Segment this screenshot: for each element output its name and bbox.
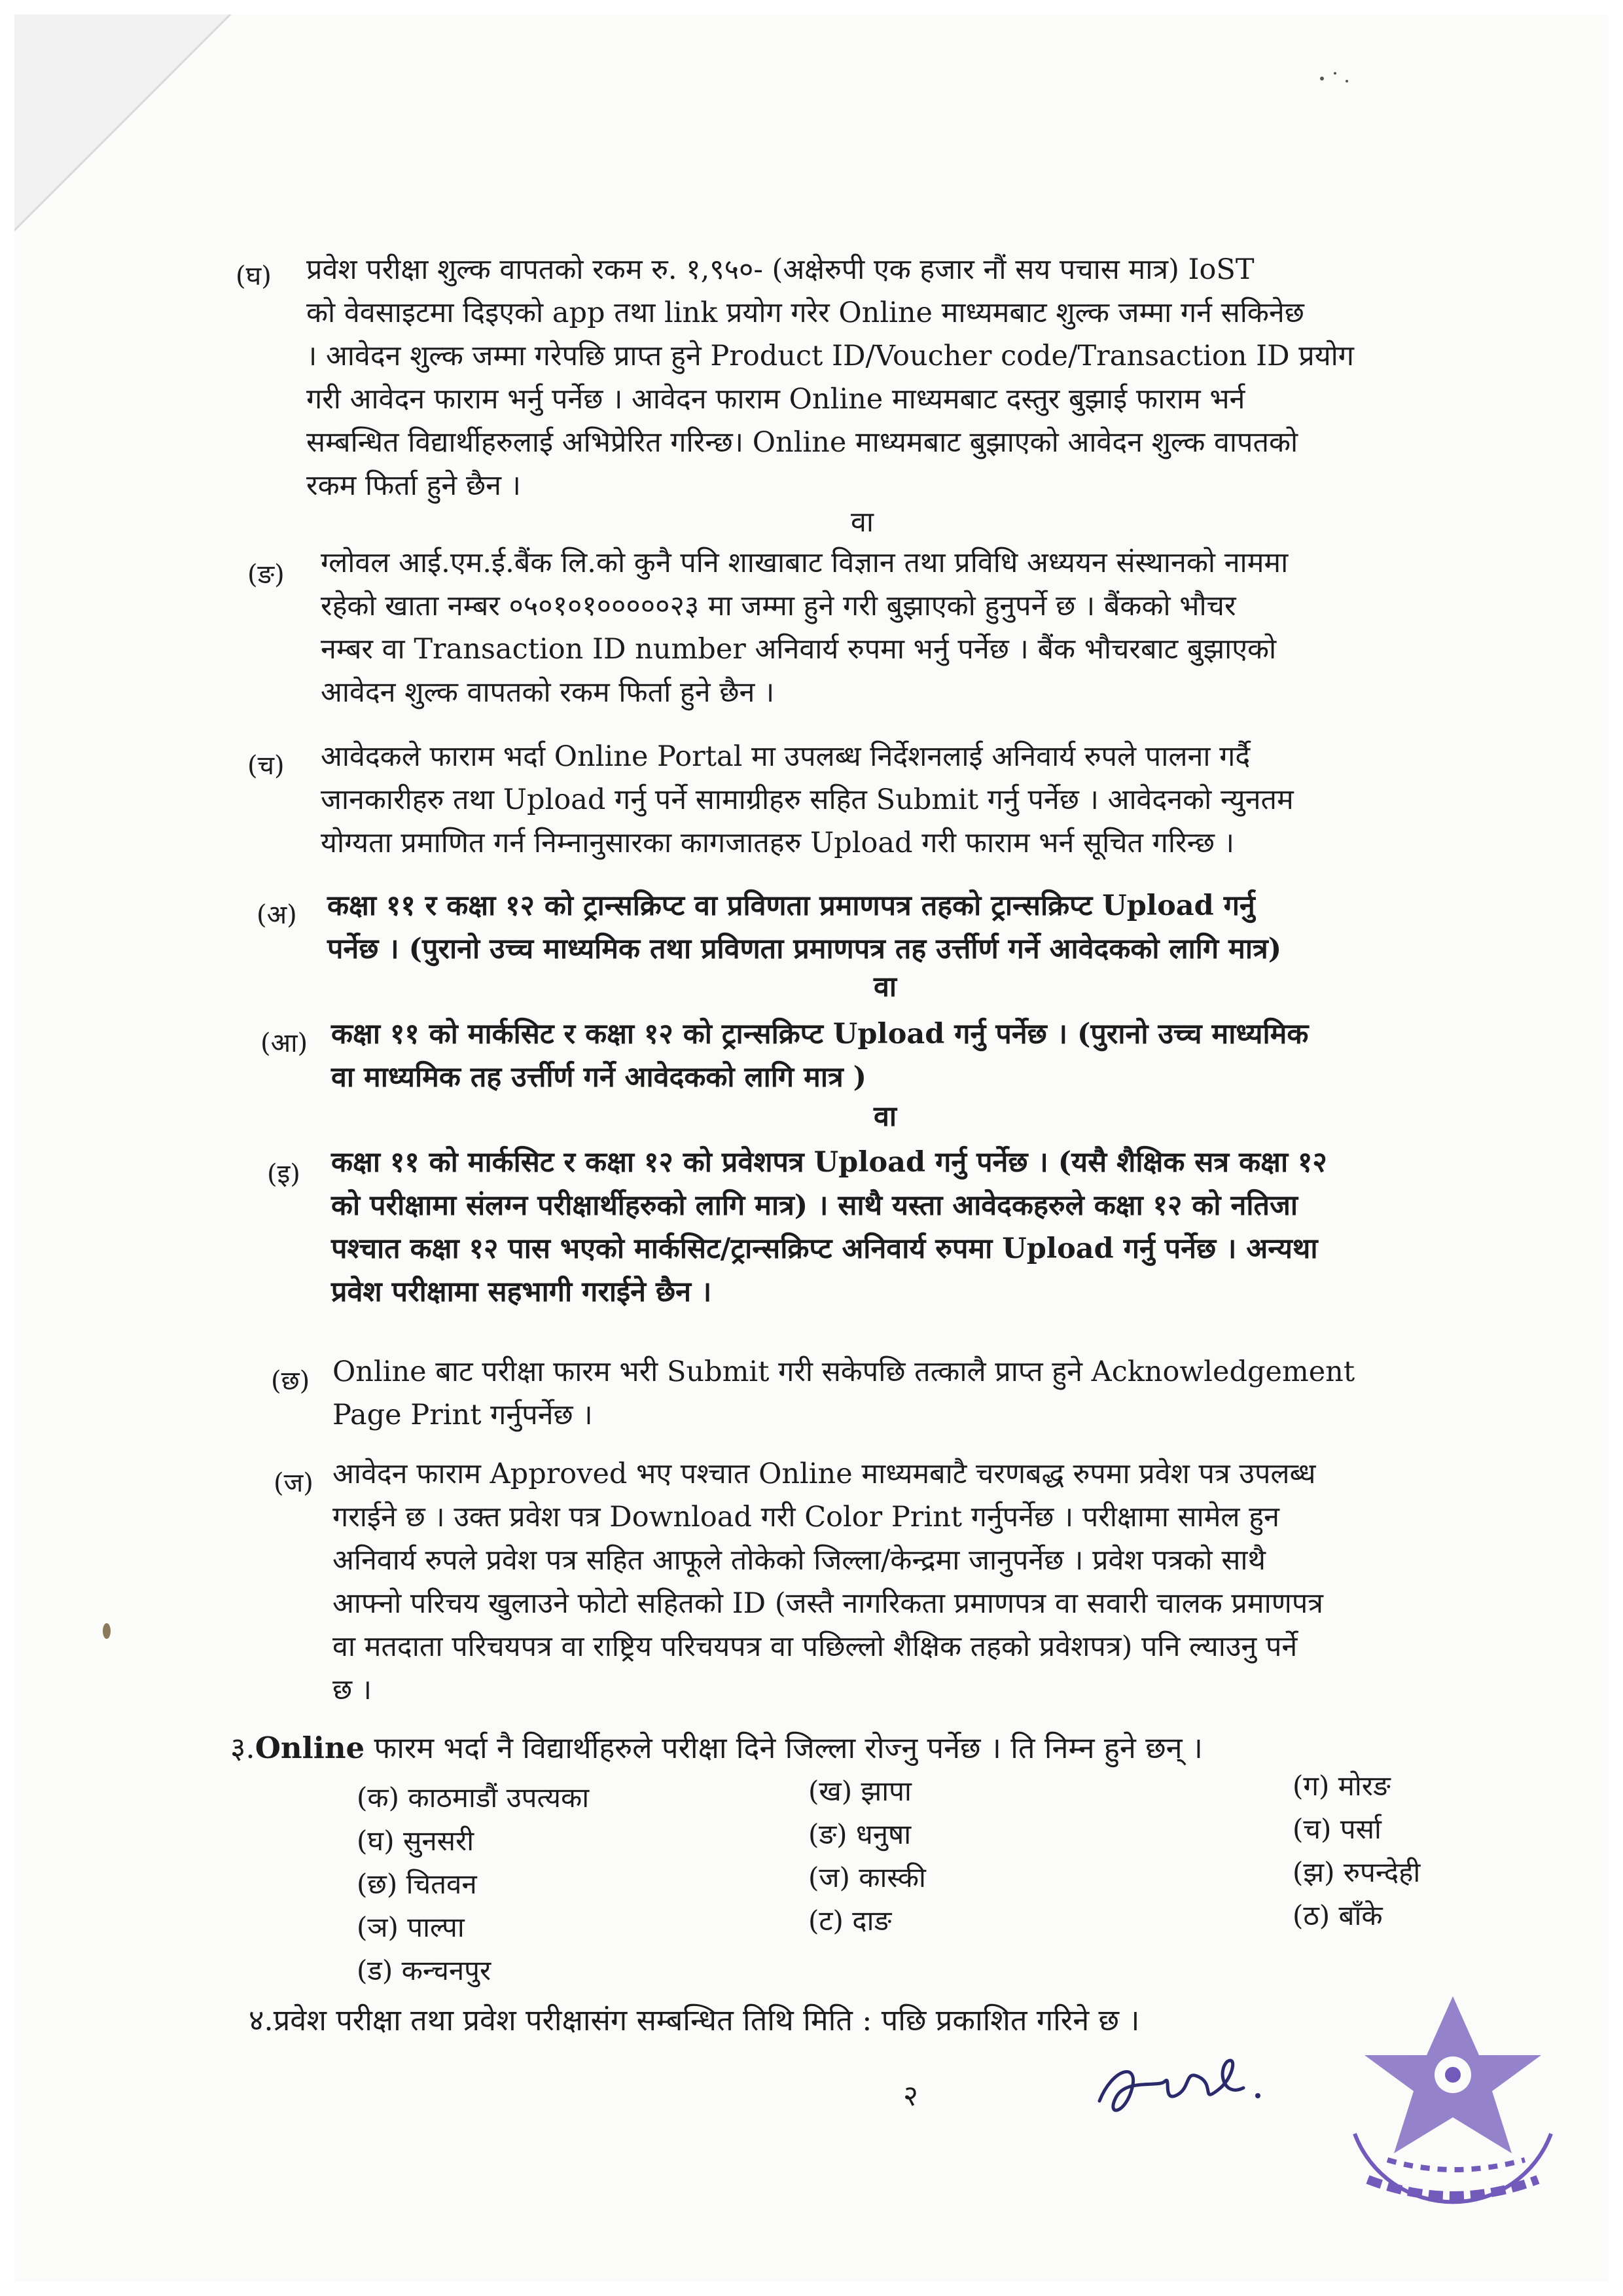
official-seal [1315, 1964, 1590, 2238]
item-marker-ja: (ज) [274, 1468, 313, 1498]
item-marker-chha: (छ) [271, 1366, 310, 1396]
scan-speck [1315, 65, 1355, 92]
district-item: (ज) कास्की [808, 1861, 926, 1893]
item-ja-line-5: वा मतदाता परिचयपत्र वा राष्ट्रिय परिचयपत्र वा पछिल्लो शैक्षिक तहको प्रवेशपत्र) पनि ल्याउनु पर्ने [332, 1630, 1298, 1663]
item-i-line-4: प्रवेश परीक्षामा सहभागी गराईने छैन । [331, 1276, 712, 1308]
district-item: (घ) सुनसरी [357, 1825, 474, 1857]
item-ja-line-3: अनिवार्य रुपले प्रवेश पत्र सहित आफूले तोकेको जिल्ला/केन्द्रमा जानुपर्नेछ । प्रवेश पत्रको साथै [332, 1544, 1266, 1577]
district-item: (झ) रुपन्देही [1293, 1856, 1421, 1888]
item-marker-gha: (घ) [236, 261, 272, 291]
or-separator-1: वा [851, 506, 874, 539]
district-item: (क) काठमाडौं उपत्यका [357, 1782, 590, 1814]
item-gha-line-2: को वेवसाइटमा दिइएको app तथा link प्रयोग गरेर Online माध्यमबाट शुल्क जम्मा गर्न सकिनेछ [306, 296, 1304, 329]
item-marker-a: (अ) [257, 900, 297, 930]
item-ja-line-6: छ । [332, 1674, 372, 1706]
item-cha-line-1: आवेदकले फाराम भर्दा Online Portal मा उपलब्ध निर्देशनलाई अनिवार्य रुपले पालना गर्दै [321, 740, 1251, 773]
item-nga-line-2: रहेको खाता नम्बर ०५०१०१०००००२३ मा जम्मा हुने गरी बुझाएको हुनुपर्ने छ । बैंकको भौचर [321, 590, 1236, 622]
section-3-bold-word: Online [255, 1731, 365, 1765]
district-item: (च) पर्सा [1293, 1813, 1382, 1845]
item-chha-line-1: Online बाट परीक्षा फारम भरी Submit गरी सकेपछि तत्कालै प्राप्त हुने Acknowledgement [332, 1355, 1355, 1388]
item-chha-line-2: Page Print गर्नुपर्नेछ । [332, 1399, 593, 1431]
item-gha-line-3: । आवेदन शुल्क जम्मा गरेपछि प्राप्त हुने Product ID/Voucher code/Transaction ID प्रयोग [306, 340, 1355, 372]
item-a-line-1: कक्षा ११ र कक्षा १२ को ट्रान्सक्रिप्ट वा प्रविणता प्रमाणपत्र तहको ट्रान्सक्रिप्ट Upload गर्नु [327, 889, 1255, 922]
item-marker-nga: (ङ) [247, 560, 285, 590]
item-nga-line-1: ग्लोवल आई.एम.ई.बैंक लि.को कुनै पनि शाखाबाट विज्ञान तथा प्रविधि अध्ययन संस्थानको नाममा [321, 547, 1289, 579]
item-ja-line-2: गराईने छ । उक्त प्रवेश पत्र Download गरी Color Print गर्नुपर्नेछ । परीक्षामा सामेल हुन [332, 1501, 1279, 1534]
scan-speck [97, 1618, 116, 1644]
item-ja-line-4: आफ्नो परिचय खुलाउने फोटो सहितको ID (जस्तै नागरिकता प्रमाणपत्र वा सवारी चालक प्रमाणपत्र [332, 1587, 1324, 1620]
item-i-line-3: पश्चात कक्षा १२ पास भएको मार्कसिट/ट्रान्सक्रिप्ट अनिवार्य रुपमा Upload गर्नु पर्नेछ । अन्यथा [331, 1232, 1318, 1265]
item-gha-line-5: सम्बन्धित विद्यार्थीहरुलाई अभिप्रेरित गरिन्छ। Online माध्यमबाट बुझाएको आवेदन शुल्क वापतको [306, 426, 1298, 459]
folded-corner-shadow [14, 14, 250, 250]
district-item: (ठ) बाँके [1293, 1899, 1383, 1931]
item-gha-line-1: प्रवेश परीक्षा शुल्क वापतको रकम रु. १,९५०- (अक्षेरुपी एक हजार नौं सय पचास मात्र) IoST [306, 253, 1255, 286]
item-gha-line-4: गरी आवेदन फाराम भर्नु पर्नेछ । आवेदन फाराम Online माध्यमबाट दस्तुर बुझाई फाराम भर्न [306, 383, 1245, 416]
item-aa-line-2: वा माध्यमिक तह उर्त्तीर्ण गर्ने आवेदकको लागि मात्र ) [331, 1061, 867, 1094]
district-item: (ग) मोरङ [1293, 1770, 1391, 1802]
item-ja-line-1: आवेदन फाराम Approved भए पश्चात Online माध्यमबाटै चरणबद्ध रुपमा प्रवेश पत्र उपलब्ध [332, 1458, 1316, 1490]
item-cha-line-2: जानकारीहरु तथा Upload गर्नु पर्ने सामाग्रीहरु सहित Submit गर्नु पर्नेछ । आवेदनको न्युनतम [321, 783, 1294, 816]
item-i-line-2: को परीक्षामा संलग्न परीक्षार्थीहरुको लागि मात्र) । साथै यस्ता आवेदकहरुले कक्षा १२ को नतिजा [331, 1189, 1298, 1222]
district-item: (छ) चितवन [357, 1868, 477, 1900]
district-item: (ङ) धनुषा [808, 1818, 912, 1850]
item-nga-line-4: आवेदन शुल्क वापतको रकम फिर्ता हुने छैन । [321, 676, 775, 709]
or-separator-2: वा [874, 971, 897, 1003]
or-separator-3: वा [874, 1100, 897, 1133]
item-cha-line-3: योग्यता प्रमाणित गर्न निम्नानुसारका कागजातहरु Upload गरी फाराम भर्न सूचित गरिन्छ । [321, 827, 1235, 859]
page-number: २ [903, 2079, 918, 2113]
item-marker-aa: (आ) [260, 1028, 308, 1058]
section-3-number: ३. [230, 1731, 255, 1765]
item-a-line-2: पर्नेछ । (पुरानो उच्च माध्यमिक तथा प्रविणता प्रमाणपत्र तह उर्त्तीर्ण गर्ने आवेदकको लागि मात्र) [327, 933, 1282, 965]
district-item: (ख) झापा [808, 1775, 912, 1807]
section-4-text: ४.प्रवेश परीक्षा तथा प्रवेश परीक्षासंग सम्बन्धित तिथि मिति : पछि प्रकाशित गरिने छ । [249, 2003, 1140, 2037]
item-marker-cha: (च) [247, 751, 285, 781]
item-gha-line-6: रकम फिर्ता हुने छैन । [306, 469, 521, 502]
district-item: (ट) दाङ [808, 1905, 892, 1937]
signature [1086, 2042, 1283, 2134]
district-item: (ड) कन्चनपुर [357, 1954, 491, 1986]
section-3-heading [230, 1728, 1203, 1768]
item-aa-line-1: कक्षा ११ को मार्कसिट र कक्षा १२ को ट्रान्सक्रिप्ट Upload गर्नु पर्नेछ । (पुरानो उच्च माध्यमिक [331, 1018, 1309, 1050]
district-item: (ञ) पाल्पा [357, 1911, 465, 1943]
item-nga-line-3: नम्बर वा Transaction ID number अनिवार्य रुपमा भर्नु पर्नेछ । बैंक भौचरबाट बुझाएको [321, 633, 1277, 666]
item-marker-i: (इ) [267, 1159, 300, 1189]
section-3-text: फारम भर्दा नै विद्यार्थीहरुले परीक्षा दिने जिल्ला रोज्नु पर्नेछ । ति निम्न हुने छन् । [374, 1731, 1203, 1765]
item-i-line-1: कक्षा ११ को मार्कसिट र कक्षा १२ को प्रवेशपत्र Upload गर्नु पर्नेछ । (यसै शैक्षिक सत्र कक्षा १२ [331, 1146, 1327, 1179]
